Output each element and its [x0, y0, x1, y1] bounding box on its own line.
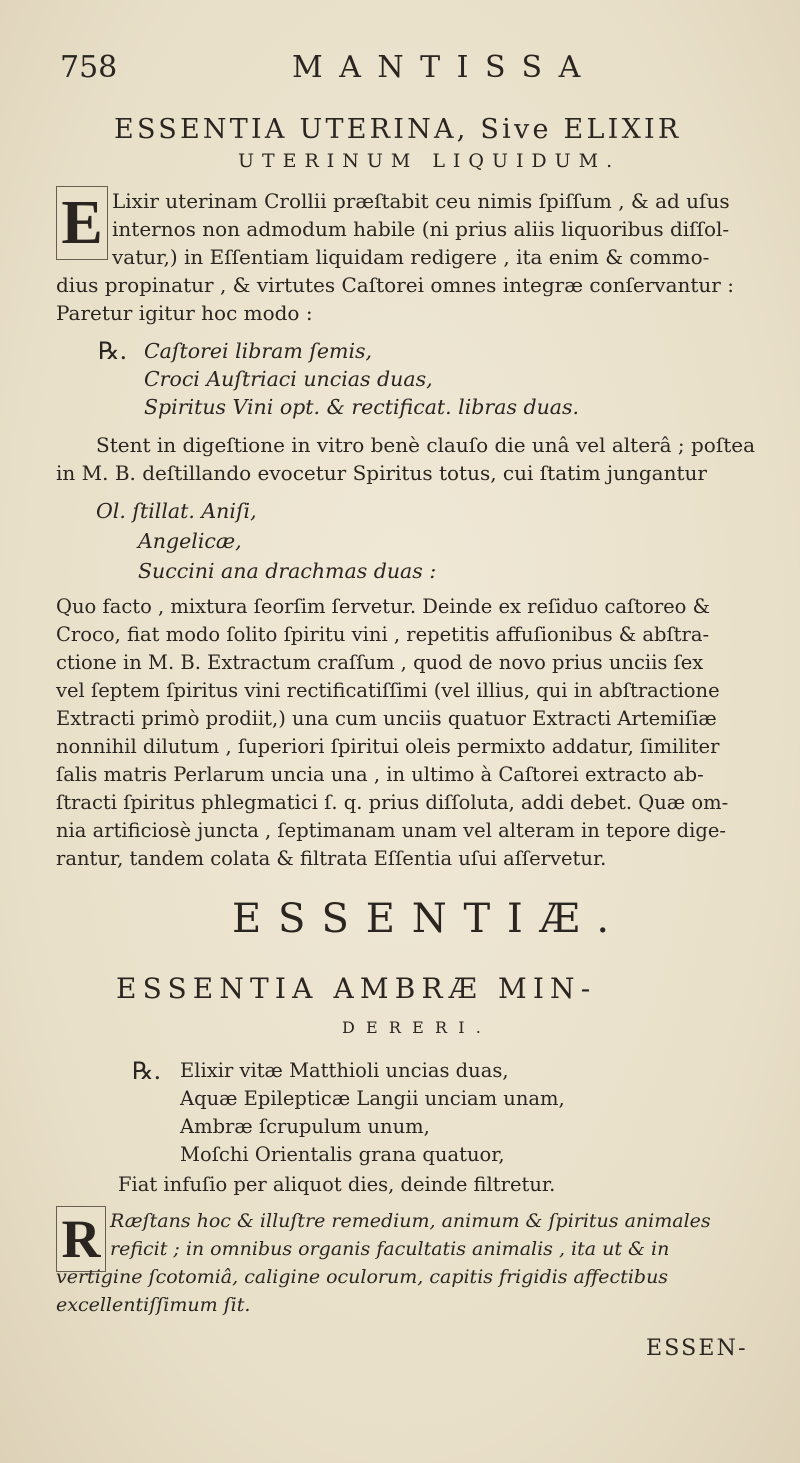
drop-cap: R [56, 1206, 106, 1272]
text-line: Croco, fiat modo ſolito ſpiritu vini , repetitis affuſionibus & abſtra- [56, 623, 710, 646]
recipe-symbol: ℞. [132, 1057, 162, 1085]
text-line: Stent in digeſtione in vitro benè clauſo die unâ vel alterâ ; poſtea [96, 433, 756, 457]
text-line: Quo facto , mixtura ſeorſim ſervetur. Deinde ex reſiduo caſtoreo & [56, 595, 710, 618]
ingredient: Moſchi Orientalis grana quatuor, [180, 1143, 505, 1166]
text-line: excellentiſſimum ſit. [56, 1294, 251, 1316]
ingredient: Succini ana drachmas duas : [138, 559, 437, 583]
recipe-symbol: ℞. [98, 337, 128, 365]
text-line: Ræſtans hoc & illuſtre remedium, animum & ſpiritus animales [110, 1210, 711, 1232]
text-line: ſtracti ſpiritus phlegmatici ſ. q. prius diſſoluta, addi debet. Quæ om- [56, 791, 729, 814]
text-line: vel ſeptem ſpiritus vini rectificatiſſimi (vel illius, qui in abſtractione [56, 679, 720, 702]
ingredient: Angelicæ, [138, 529, 242, 553]
section-heading: ESSENTIÆ. [232, 896, 626, 942]
text-line: Lixir uterinam Crollii præſtabit ceu nimis ſpiſſum , & ad uſus [112, 189, 730, 213]
text-line: vertigine ſcotomiâ, caligine oculorum, capitis frigidis affectibus [56, 1266, 669, 1288]
text-line: Extracti primò prodiit,) una cum unciis quatuor Extracti Artemiſiæ [56, 707, 717, 730]
text-line: reficit ; in omnibus organis facultatis animalis , ita ut & in [110, 1238, 670, 1260]
ingredient: Spiritus Vini opt. & rectificat. libras duas. [144, 395, 580, 419]
ingredient: Ambræ ſcrupulum unum, [180, 1115, 430, 1138]
page-number: 758 [60, 50, 118, 85]
ingredient: Aquæ Epilepticæ Langii unciam unam, [180, 1087, 565, 1110]
ingredient: Croci Auſtriaci uncias duas, [144, 367, 433, 391]
subsection-subheading: DERERI. [342, 1018, 493, 1037]
catchword: ESSEN- [646, 1336, 748, 1361]
ingredient: Elixir vitæ Matthioli uncias duas, [180, 1059, 509, 1082]
text-line: dius propinatur , & virtutes Caſtorei omnes integræ conſervantur : [56, 273, 734, 297]
text-line: in M. B. deſtillando evocetur Spiritus totus, cui ſtatim jungantur [56, 461, 707, 485]
drop-cap: E [56, 186, 108, 260]
ingredient: Caſtorei libram ſemis, [144, 339, 373, 363]
text-line: vatur,) in Eſſentiam liquidam redigere , ita enim & commo- [112, 245, 710, 269]
text-line: nonnihil dilutum , ſuperiori ſpiritui oleis permixto addatur, ſimiliter [56, 735, 720, 758]
text-line: nia artificiosè juncta , ſeptimanam unam vel alteram in tepore dige- [56, 819, 727, 842]
section-subheading: UTERINUM LIQUIDUM. [238, 150, 621, 172]
text-line: ſalis matris Perlarum uncia una , in ultimo à Caſtorei extracto ab- [56, 763, 704, 786]
text-line: Paretur igitur hoc modo : [56, 301, 313, 325]
ingredient: Ol. ſtillat. Aniſi, [96, 499, 257, 523]
text-line: ctione in M. B. Extractum craſſum , quod de novo prius unciis ſex [56, 651, 704, 674]
running-title: MANTISSA [292, 50, 597, 85]
subsection-heading: ESSENTIA AMBRÆ MIN- [116, 972, 597, 1005]
text-line: internos non admodum habile (ni prius aliis liquoribus diſſol- [112, 217, 730, 241]
instruction: Fiat infuſio per aliquot dies, deinde filtretur. [118, 1173, 556, 1196]
text-line: rantur, tandem colata & filtrata Eſſentia uſui aſſervetur. [56, 847, 607, 870]
section-heading: ESSENTIA UTERINA, Sive ELIXIR [114, 114, 682, 145]
